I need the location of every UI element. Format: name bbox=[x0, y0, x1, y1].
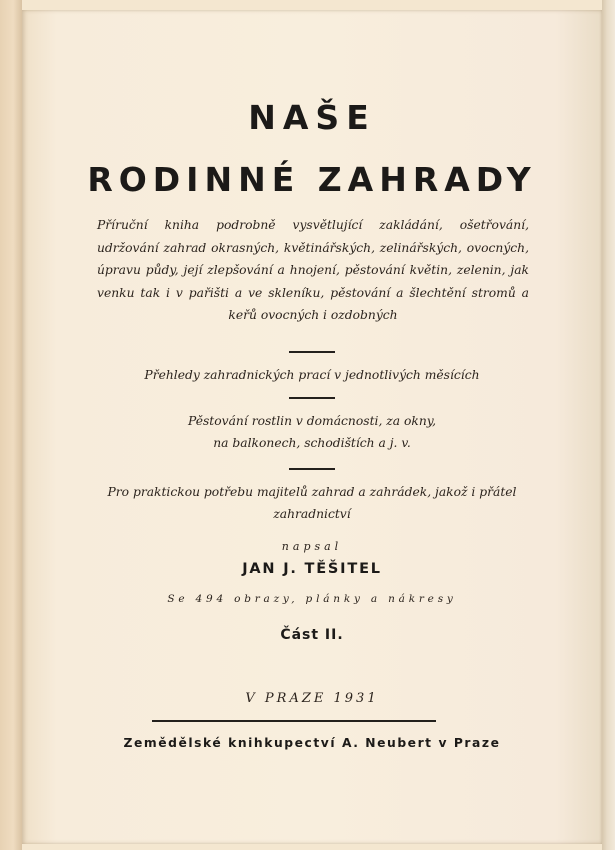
section-indoor-plants-line-2: na balkonech, schodištích a j. v. bbox=[213, 436, 411, 450]
book-binding-edge bbox=[0, 0, 22, 850]
volume-part: Část II. bbox=[280, 627, 344, 643]
section-indoor-plants bbox=[22, 410, 602, 454]
book-description: Příruční kniha podrobně vysvětlující zakládání, ošetřování, udržování zahrad okrasných, květinářských, zelinářských, ovocných, úpravu půdy, její zlepšování a hnojení, pěstování květin, zelenin, jak venku tak i v pařišti a ve skleníku, pěstování a šlechtění stromů a keřů ovocných i ozdobných bbox=[97, 218, 529, 322]
section-practical-use-line-2: zahradnictví bbox=[273, 507, 351, 521]
title-page bbox=[22, 10, 602, 844]
author-name: JAN J. TĚŠITEL bbox=[242, 561, 382, 577]
publisher-name: Zemědělské knihkupectví A. Neubert v Praze bbox=[123, 736, 501, 750]
title-page-content bbox=[22, 10, 602, 844]
divider-rule-1 bbox=[289, 351, 335, 353]
section-monthly-works: Přehledy zahradnických prací v jednotlivých měsících bbox=[144, 368, 480, 382]
publication-place-year: V PRAZE 1931 bbox=[245, 691, 379, 706]
divider-rule-2 bbox=[289, 397, 335, 399]
divider-rule-3 bbox=[289, 468, 335, 470]
illustrations-count: Se 494 obrazy, plánky a nákresy bbox=[167, 593, 457, 605]
title-line-1: NAŠE bbox=[248, 98, 376, 137]
section-indoor-plants-line-1: Pěstování rostlin v domácnosti, za okny, bbox=[188, 414, 436, 428]
section-practical-use bbox=[86, 481, 538, 525]
section-practical-use-line-1: Pro praktickou potřebu majitelů zahrad a zahrádek, jakož i přátel bbox=[107, 485, 517, 499]
page-edge bbox=[602, 0, 615, 850]
written-by-label: napsal bbox=[281, 540, 343, 553]
publisher-divider-rule bbox=[152, 720, 436, 722]
title-line-2: RODINNÉ ZAHRADY bbox=[87, 160, 537, 199]
